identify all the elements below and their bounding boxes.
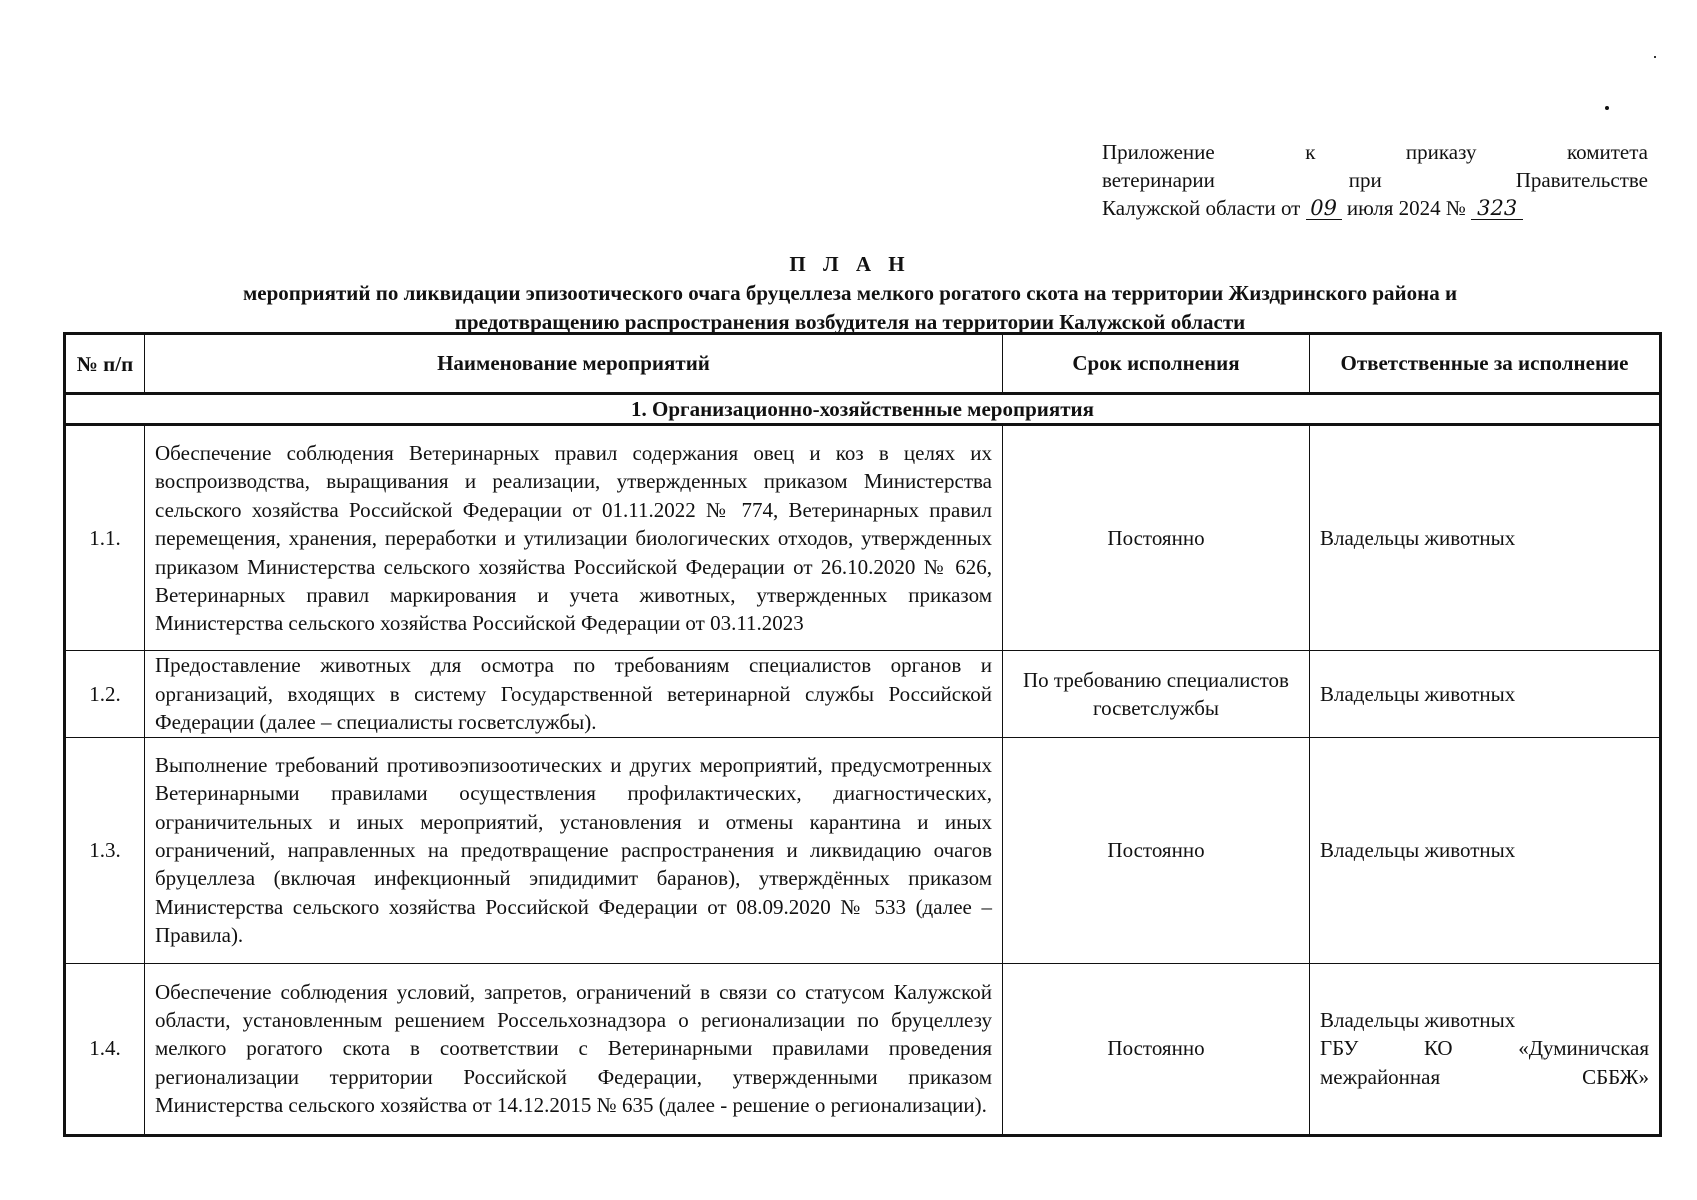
appendix-line-1: Приложение к приказу комитета xyxy=(1102,140,1648,164)
row-num: 1.2. xyxy=(65,651,145,737)
table-header-row xyxy=(65,334,1661,394)
header-responsible: Ответственные за исполнение xyxy=(1310,334,1661,394)
appendix-line-3 xyxy=(1102,194,1648,222)
plan-heading: П Л А Н xyxy=(789,252,911,276)
handwritten-order-number: 323 xyxy=(1471,197,1523,220)
row-description: Обеспечение соблюдения условий, запретов, ограничений в связи со статусом Калужской области, установленным решением Россельхознадзора о регионализации по бруцеллезу мелкого рогатого скота в соответствии с Ветеринарными правилами проведения регионализации территории Российской Федерации, утвержденными приказом Министерства сельского хозяйства от 14.12.2015 № 635 (далее - решение о регионализации). xyxy=(145,963,1003,1135)
section-row xyxy=(65,394,1661,425)
row-description: Обеспечение соблюдения Ветеринарных правил содержания овец и коз в целях их воспроизводства, выращивания и реализации, утвержденных приказом Министерства сельского хозяйства Российской Федерации от 01.11.2022 № 774, Ветеринарных правил перемещения, хранения, переработки и утилизации биологических отходов, утвержденных приказом Министерства сельского хозяйства Российской Федерации от 26.10.2020 № 626, Ветеринарных правил маркирования и учета животных, утвержденных приказом Министерства сельского хозяйства Российской Федерации от 03.11.2023 xyxy=(145,425,1003,651)
table-row xyxy=(65,425,1661,651)
section-title: 1. Организационно-хозяйственные мероприятия xyxy=(65,394,1661,425)
row-description: Выполнение требований противоэпизоотических и других мероприятий, предусмотренных Ветеринарными правилами осуществления профилактических, диагностических, ограничительных и иных мероприятий, установления и отмены карантина и иных ограничений, направленных на предотвращение распространения и ликвидацию очагов бруцеллеза (включая инфекционный эпидидимит баранов), утверждённых приказом Министерства сельского хозяйства Российской Федерации от 08.09.2020 № 533 (далее – Правила). xyxy=(145,737,1003,963)
header-num: № п/п xyxy=(65,334,145,394)
row-responsible-line-2: ГБУ КО «Думиничская межрайонная СББЖ» xyxy=(1320,1036,1649,1089)
row-term: Постоянно xyxy=(1003,737,1310,963)
row-term: Постоянно xyxy=(1003,963,1310,1135)
row-responsible: Владельцы животных xyxy=(1310,737,1661,963)
scan-dot xyxy=(1605,106,1609,110)
table-row xyxy=(65,651,1661,737)
header-term: Срок исполнения xyxy=(1003,334,1310,394)
row-term: Постоянно xyxy=(1003,425,1310,651)
row-responsible-line-1: Владельцы животных xyxy=(1320,1008,1516,1033)
appendix-block xyxy=(1102,138,1648,222)
table-row xyxy=(65,737,1661,963)
row-num: 1.4. xyxy=(65,963,145,1135)
scan-speck xyxy=(1654,56,1656,58)
header-name: Наименование мероприятий xyxy=(145,334,1003,394)
document-title xyxy=(60,250,1640,337)
appendix-line-3-prefix: Калужской области от xyxy=(1102,196,1301,220)
plan-subtitle-line-2: предотвращению распространения возбудителя на территории Калужской области xyxy=(454,310,1246,334)
row-responsible-multi xyxy=(1310,963,1661,1135)
plan-table xyxy=(63,332,1662,1137)
row-term: По требованию специалистов госветслужбы xyxy=(1003,651,1310,737)
row-responsible: Владельцы животных xyxy=(1310,651,1661,737)
row-num: 1.3. xyxy=(65,737,145,963)
row-responsible: Владельцы животных xyxy=(1310,425,1661,651)
row-num: 1.1. xyxy=(65,425,145,651)
appendix-line-2: ветеринарии при Правительстве xyxy=(1102,168,1648,192)
plan-subtitle-line-1: мероприятий по ликвидации эпизоотического очага бруцеллеза мелкого рогатого скота на территории Жиздринского района и xyxy=(242,281,1458,305)
table-row xyxy=(65,963,1661,1135)
appendix-line-3-middle: июля 2024 № xyxy=(1346,196,1466,220)
handwritten-day: 09 xyxy=(1306,197,1342,220)
row-description: Предоставление животных для осмотра по требованиям специалистов органов и организаций, входящих в систему Государственной ветеринарной службы Российской Федерации (далее – специалисты госветслужбы). xyxy=(145,651,1003,737)
